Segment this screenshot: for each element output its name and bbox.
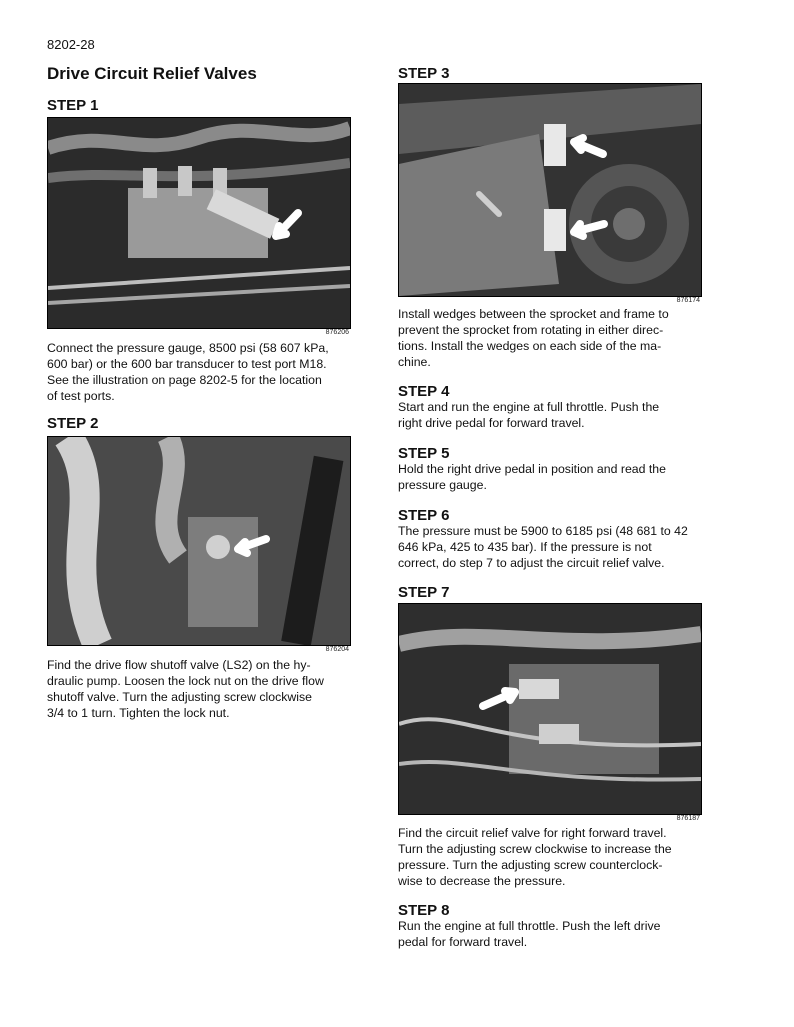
step-4-heading: STEP 4 [398,383,450,400]
step-3-heading: STEP 3 [398,65,450,82]
step-1-text: Connect the pressure gauge, 8500 psi (58 607 kPa, 600 bar) or the 600 bar transducer to test port M18. See the illustration on page 8202-5 for the location of test ports. [47,341,329,403]
page-number: 8202-28 [47,37,95,52]
step-2-photo [47,436,351,646]
step-1-heading: STEP 1 [47,97,99,114]
step-7-heading: STEP 7 [398,584,450,601]
step-2-figure-number: 876204 [325,646,349,653]
step-7-figure-number: 876187 [676,815,700,822]
step-2-heading: STEP 2 [47,415,99,432]
step-6-text: The pressure must be 5900 to 6185 psi (48 681 to 42 646 kPa, 425 to 435 bar). If the pressure is not correct, do step 7 to adjust the circuit relief valve. [398,524,688,570]
step-1-photo [47,117,351,329]
step-7-text: Find the circuit relief valve for right forward travel. Turn the adjusting screw clockwise to increase the pressure. Turn the adjusting screw counterclock- wise to decrease the pressure. [398,826,672,888]
step-3-figure-number: 876174 [676,297,700,304]
step-2-text: Find the drive flow shutoff valve (LS2) on the hy- draulic pump. Loosen the lock nut on the drive flow shutoff valve. Turn the adjusting screw clockwise 3/4 to 1 turn. Tighten the lock nut. [47,658,324,720]
step-5-text: Hold the right drive pedal in position and read the pressure gauge. [398,462,666,492]
step-3-photo [398,83,702,297]
step-5-heading: STEP 5 [398,445,450,462]
step-6-heading: STEP 6 [398,507,450,524]
step-8-text: Run the engine at full throttle. Push the left drive pedal for forward travel. [398,919,661,949]
page-title: Drive Circuit Relief Valves [47,64,257,83]
step-7-photo [398,603,702,815]
step-1-figure-number: 876206 [325,329,349,336]
step-8-heading: STEP 8 [398,902,450,919]
step-4-text: Start and run the engine at full throttle. Push the right drive pedal for forward travel. [398,400,660,430]
step-3-text: Install wedges between the sprocket and frame to prevent the sprocket from rotating in either direc- tions. Install the wedges on each side of the ma- chine. [398,307,669,369]
